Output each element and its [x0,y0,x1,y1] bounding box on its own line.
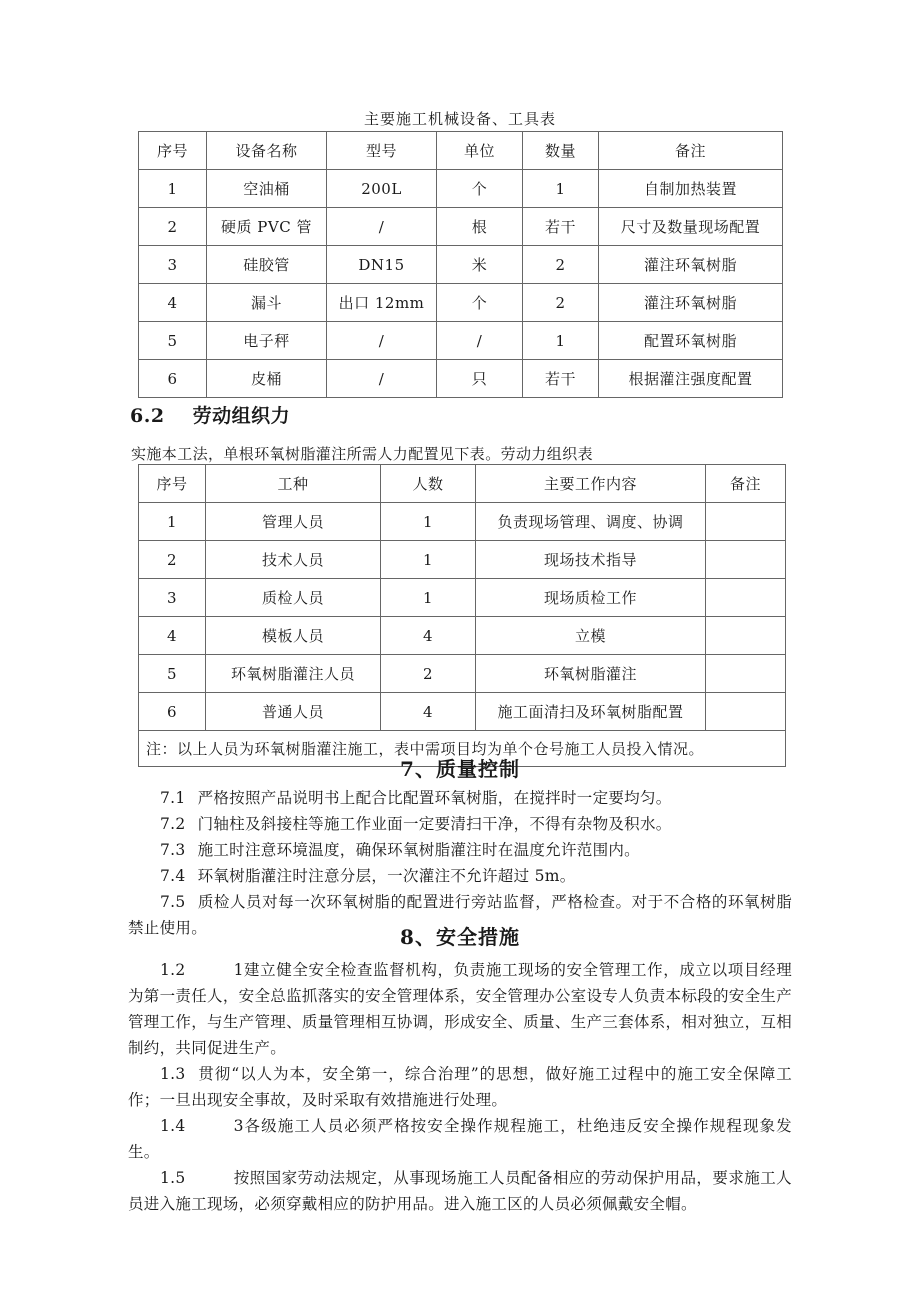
cell-remark [706,617,786,655]
paragraph-label: 1.4 [160,1117,186,1135]
paragraph-label: 7.2 [160,815,186,833]
cell-remark [706,541,786,579]
cell-index: 5 [139,322,207,360]
cell-quantity: 若干 [523,208,599,246]
section-heading-8: 8、安全措施 [400,925,520,949]
column-header-main-work: 主要工作内容 [476,465,706,503]
cell-model: / [327,208,437,246]
cell-unit: / [437,322,523,360]
paragraph-text: 贯彻“以人为本，安全第一，综合治理”的思想，做好施工过程中的施工安全保障工作；一旦出现安全事故，及时采取有效措施进行处理。 [128,1065,792,1109]
cell-headcount: 1 [381,541,476,579]
table-row [139,541,786,579]
paragraph-text: 施工时注意环境温度，确保环氧树脂灌注时在温度允许范围内。 [197,841,640,859]
equipment-table [138,131,783,398]
column-header-job-type: 工种 [206,465,381,503]
cell-equipment-name: 漏斗 [207,284,327,322]
cell-job-type: 管理人员 [206,503,381,541]
table-row [139,655,786,693]
paragraph-label: 1.2 [160,961,186,979]
cell-equipment-name: 空油桶 [207,170,327,208]
cell-remark: 灌注环氧树脂 [599,246,783,284]
cell-equipment-name: 皮桶 [207,360,327,398]
table-header-row [139,465,786,503]
cell-quantity: 1 [523,170,599,208]
cell-headcount: 1 [381,579,476,617]
cell-index: 6 [139,693,206,731]
cell-equipment-name: 电子秤 [207,322,327,360]
table-row [139,246,783,284]
paragraph-text: 3各级施工人员必须严格按安全操作规程施工，杜绝违反安全操作规程现象发生。 [128,1117,792,1161]
paragraph-text: 质检人员对每一次环氧树脂的配置进行旁站监督，严格检查。对于不合格的环氧树脂禁止使用。 [128,893,792,937]
cell-job-type: 环氧树脂灌注人员 [206,655,381,693]
paragraph-7-1 [128,785,792,811]
cell-remark: 灌注环氧树脂 [599,284,783,322]
cell-unit: 个 [437,170,523,208]
table-row [139,284,783,322]
cell-headcount: 4 [381,617,476,655]
column-header-unit: 单位 [437,132,523,170]
cell-main-work: 环氧树脂灌注 [476,655,706,693]
table-row [139,617,786,655]
paragraph-8-1 [128,957,792,1061]
cell-remark [706,693,786,731]
section-heading-7: 7、质量控制 [400,757,520,781]
cell-model: / [327,322,437,360]
cell-remark [706,579,786,617]
paragraph-label: 7.4 [160,867,186,885]
cell-quantity: 1 [523,322,599,360]
cell-headcount: 4 [381,693,476,731]
cell-remark: 根据灌注强度配置 [599,360,783,398]
paragraph-7-3 [128,837,792,863]
paragraph-text: 1建立健全安全检查监督机构，负责施工现场的安全管理工作，成立以项目经理为第一责任人，安全总监抓落实的安全管理体系，安全管理办公室设专人负责本标段的安全生产管理工作，与生产管理、质量管理相互协调，形成安全、质量、生产三套体系，相对独立，互相制约，共同促进生产。 [128,961,792,1057]
column-header-remark: 备注 [706,465,786,503]
paragraph-label: 7.3 [160,841,186,859]
paragraph-label: 7.5 [160,893,186,911]
column-header-index: 序号 [139,132,207,170]
cell-index: 3 [139,246,207,284]
column-header-headcount: 人数 [381,465,476,503]
cell-main-work: 现场技术指导 [476,541,706,579]
cell-main-work: 现场质检工作 [476,579,706,617]
cell-model: / [327,360,437,398]
paragraph-7-2 [128,811,792,837]
cell-index: 1 [139,503,206,541]
cell-unit: 个 [437,284,523,322]
cell-index: 2 [139,208,207,246]
cell-model: DN15 [327,246,437,284]
table-row [139,693,786,731]
table-header-row [139,132,783,170]
table-row [139,170,783,208]
table-note: 注：以上人员为环氧树脂灌注施工，表中需项目均为单个仓号施工人员投入情况。 [139,731,786,767]
cell-job-type: 模板人员 [206,617,381,655]
table-row [139,503,786,541]
cell-index: 4 [139,284,207,322]
cell-quantity: 若干 [523,360,599,398]
paragraph-7-4 [128,863,792,889]
cell-main-work: 立模 [476,617,706,655]
cell-unit: 只 [437,360,523,398]
cell-remark: 配置环氧树脂 [599,322,783,360]
paragraph-text: 按照国家劳动法规定，从事现场施工人员配备相应的劳动保护用品，要求施工人员进入施工现场，必须穿戴相应的防护用品。进入施工区的人员必须佩戴安全帽。 [128,1169,792,1213]
cell-headcount: 1 [381,503,476,541]
paragraph-text: 严格按照产品说明书上配合比配置环氧树脂，在搅拌时一定要均匀。 [197,789,672,807]
cell-equipment-name: 硬质 PVC 管 [207,208,327,246]
section-heading-6-2 [130,401,290,428]
cell-remark: 自制加热装置 [599,170,783,208]
column-header-index: 序号 [139,465,206,503]
section-number: 6.2 [130,405,165,427]
paragraph-8-3 [128,1113,792,1165]
table-row [139,208,783,246]
cell-index: 1 [139,170,207,208]
cell-remark: 尺寸及数量现场配置 [599,208,783,246]
section-title: 劳动组织力 [192,405,291,427]
cell-index: 3 [139,579,206,617]
cell-model: 出口 12mm [327,284,437,322]
paragraph-label: 7.1 [160,789,186,807]
paragraph-8-4 [128,1165,792,1217]
cell-unit: 米 [437,246,523,284]
cell-unit: 根 [437,208,523,246]
cell-remark [706,655,786,693]
cell-main-work: 负责现场管理、调度、协调 [476,503,706,541]
column-header-equipment-name: 设备名称 [207,132,327,170]
column-header-remark: 备注 [599,132,783,170]
cell-index: 6 [139,360,207,398]
cell-job-type: 质检人员 [206,579,381,617]
paragraph-label: 1.3 [160,1065,186,1083]
column-header-quantity: 数量 [523,132,599,170]
table-row [139,322,783,360]
paragraph-text: 门轴柱及斜接柱等施工作业面一定要清扫干净，不得有杂物及积水。 [197,815,672,833]
cell-job-type: 技术人员 [206,541,381,579]
labor-table-intro: 实施本工法，单根环氧树脂灌注所需人力配置见下表。劳动力组织表 [131,445,594,463]
cell-index: 4 [139,617,206,655]
cell-remark [706,503,786,541]
cell-index: 5 [139,655,206,693]
equipment-table-title: 主要施工机械设备、工具表 [363,110,556,128]
table-row [139,360,783,398]
labor-organization-table [138,464,786,767]
column-header-model: 型号 [327,132,437,170]
cell-headcount: 2 [381,655,476,693]
cell-equipment-name: 硅胶管 [207,246,327,284]
paragraph-text: 环氧树脂灌注时注意分层，一次灌注不允许超过 5m。 [197,867,576,885]
table-row [139,579,786,617]
cell-quantity: 2 [523,246,599,284]
cell-model: 200L [327,170,437,208]
paragraph-8-2 [128,1061,792,1113]
cell-main-work: 施工面清扫及环氧树脂配置 [476,693,706,731]
cell-quantity: 2 [523,284,599,322]
cell-index: 2 [139,541,206,579]
cell-job-type: 普通人员 [206,693,381,731]
paragraph-label: 1.5 [160,1169,186,1187]
